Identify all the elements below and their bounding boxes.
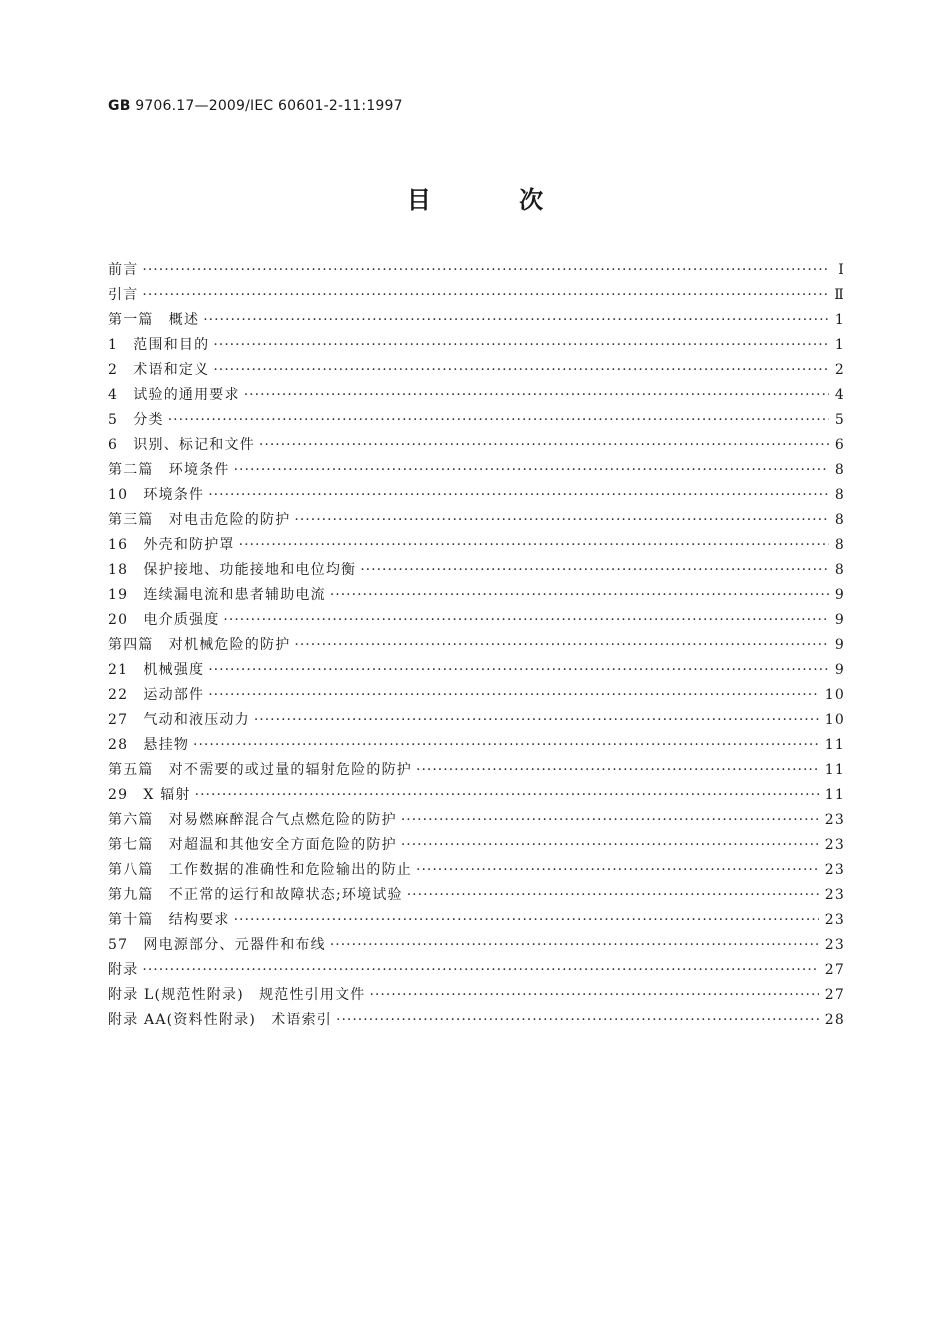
toc-entry-label: 57 网电源部分、元器件和布线 xyxy=(108,937,326,953)
toc-entry[interactable] xyxy=(108,483,845,508)
toc-entry[interactable] xyxy=(108,883,845,908)
toc-entry[interactable] xyxy=(108,758,845,783)
toc-leader-dots xyxy=(330,583,829,608)
toc-entry-label: 第四篇 对机械危险的防护 xyxy=(108,637,291,653)
toc-entry-page: 9 xyxy=(834,612,845,628)
toc-entry-page: Ⅰ xyxy=(838,262,845,278)
toc-entry-label: 第二篇 环境条件 xyxy=(108,462,230,478)
toc-entry-label: 4 试验的通用要求 xyxy=(108,387,240,403)
toc-entry[interactable] xyxy=(108,783,845,808)
standard-code: GB xyxy=(108,98,131,114)
toc-leader-dots xyxy=(369,983,818,1008)
toc-leader-dots xyxy=(168,408,829,433)
toc-leader-dots xyxy=(223,608,828,633)
toc-entry-page: 6 xyxy=(834,437,845,453)
toc-entry-page: 11 xyxy=(824,762,845,778)
toc-entry-page: 10 xyxy=(824,712,845,728)
toc-entry-page: 8 xyxy=(834,512,845,528)
toc-leader-dots xyxy=(193,733,819,758)
toc-entry-page: 27 xyxy=(824,987,845,1003)
toc-leader-dots xyxy=(360,558,829,583)
table-of-contents xyxy=(108,258,845,1033)
toc-leader-dots xyxy=(401,833,819,858)
toc-entry[interactable] xyxy=(108,908,845,933)
toc-entry-label: 2 术语和定义 xyxy=(108,362,210,378)
toc-entry-page: 11 xyxy=(824,787,845,803)
toc-entry-page: 9 xyxy=(834,662,845,678)
toc-leader-dots xyxy=(407,883,819,908)
toc-leader-dots xyxy=(336,1008,819,1033)
toc-entry-label: 第五篇 对不需要的或过量的辐射危险的防护 xyxy=(108,762,412,778)
toc-entry-label: 19 连续漏电流和患者辅助电流 xyxy=(108,587,326,603)
toc-entry[interactable] xyxy=(108,383,845,408)
toc-leader-dots xyxy=(330,933,819,958)
toc-entry[interactable] xyxy=(108,708,845,733)
toc-entry[interactable] xyxy=(108,558,845,583)
toc-entry-label: 附录 xyxy=(108,962,139,978)
toc-entry-page: 23 xyxy=(824,812,845,828)
toc-entry[interactable] xyxy=(108,308,845,333)
toc-leader-dots xyxy=(239,533,829,558)
page-title: 目 次 xyxy=(406,186,584,214)
toc-leader-dots xyxy=(234,908,819,933)
toc-entry-label: 第十篇 结构要求 xyxy=(108,912,230,928)
toc-entry-label: 28 悬挂物 xyxy=(108,737,190,753)
toc-entry-label: 29 X 辐射 xyxy=(108,787,191,803)
toc-entry[interactable] xyxy=(108,508,845,533)
toc-leader-dots xyxy=(208,483,829,508)
toc-entry-page: 8 xyxy=(834,537,845,553)
toc-leader-dots xyxy=(416,758,819,783)
toc-entry[interactable] xyxy=(108,358,845,383)
toc-leader-dots xyxy=(213,358,829,383)
toc-entry-page: Ⅱ xyxy=(834,287,845,303)
toc-entry-page: 1 xyxy=(834,312,845,328)
toc-entry-page: 28 xyxy=(824,1012,845,1028)
toc-leader-dots xyxy=(244,383,829,408)
toc-entry-label: 第九篇 不正常的运行和故障状态;环境试验 xyxy=(108,887,403,903)
toc-entry[interactable] xyxy=(108,333,845,358)
toc-entry-page: 10 xyxy=(824,687,845,703)
toc-entry-label: 6 识别、标记和文件 xyxy=(108,437,255,453)
toc-entry[interactable] xyxy=(108,933,845,958)
toc-leader-dots xyxy=(416,858,819,883)
toc-entry-label: 第八篇 工作数据的准确性和危险输出的防止 xyxy=(108,862,412,878)
toc-entry[interactable] xyxy=(108,458,845,483)
toc-entry-label: 20 电介质强度 xyxy=(108,612,220,628)
toc-entry-label: 附录 L(规范性附录) 规范性引用文件 xyxy=(108,987,366,1003)
toc-entry-label: 22 运动部件 xyxy=(108,687,205,703)
toc-leader-dots xyxy=(234,458,829,483)
toc-leader-dots xyxy=(294,633,828,658)
toc-entry-label: 18 保护接地、功能接地和电位均衡 xyxy=(108,562,357,578)
toc-entry-page: 8 xyxy=(834,487,845,503)
toc-entry-label: 16 外壳和防护罩 xyxy=(108,537,235,553)
toc-entry[interactable] xyxy=(108,583,845,608)
toc-leader-dots xyxy=(254,708,819,733)
toc-leader-dots xyxy=(208,658,829,683)
toc-entry[interactable] xyxy=(108,1008,845,1033)
toc-entry-page: 23 xyxy=(824,887,845,903)
toc-leader-dots xyxy=(401,808,819,833)
toc-entry-page: 4 xyxy=(834,387,845,403)
toc-entry-page: 23 xyxy=(824,937,845,953)
toc-leader-dots xyxy=(213,333,829,358)
toc-entry[interactable] xyxy=(108,733,845,758)
toc-entry-label: 第一篇 概述 xyxy=(108,312,200,328)
document-header xyxy=(108,98,403,114)
toc-entry-label: 第三篇 对电击危险的防护 xyxy=(108,512,291,528)
toc-entry[interactable] xyxy=(108,533,845,558)
toc-entry-label: 前言 xyxy=(108,262,139,278)
toc-entry[interactable] xyxy=(108,408,845,433)
toc-entry[interactable] xyxy=(108,958,845,983)
toc-entry-page: 23 xyxy=(824,837,845,853)
toc-entry-label: 21 机械强度 xyxy=(108,662,205,678)
toc-entry[interactable] xyxy=(108,433,845,458)
toc-leader-dots xyxy=(203,308,829,333)
toc-entry-page: 8 xyxy=(834,562,845,578)
toc-entry[interactable] xyxy=(108,833,845,858)
toc-entry[interactable] xyxy=(108,283,845,308)
toc-entry[interactable] xyxy=(108,258,845,283)
toc-entry-label: 第六篇 对易燃麻醉混合气点燃危险的防护 xyxy=(108,812,397,828)
toc-entry[interactable] xyxy=(108,983,845,1008)
toc-entry-page: 23 xyxy=(824,862,845,878)
toc-leader-dots xyxy=(142,283,828,308)
toc-entry-label: 10 环境条件 xyxy=(108,487,205,503)
toc-entry-label: 1 范围和目的 xyxy=(108,337,210,353)
toc-leader-dots xyxy=(259,433,829,458)
toc-leader-dots xyxy=(208,683,819,708)
toc-leader-dots xyxy=(294,508,828,533)
toc-entry-page: 9 xyxy=(834,637,845,653)
toc-leader-dots xyxy=(195,783,819,808)
toc-entry[interactable] xyxy=(108,633,845,658)
toc-entry-label: 第七篇 对超温和其他安全方面危险的防护 xyxy=(108,837,397,853)
toc-entry-page: 5 xyxy=(834,412,845,428)
toc-entry-page: 23 xyxy=(824,912,845,928)
toc-entry[interactable] xyxy=(108,658,845,683)
toc-leader-dots xyxy=(142,258,829,283)
toc-entry[interactable] xyxy=(108,683,845,708)
toc-entry-page: 27 xyxy=(824,962,845,978)
toc-entry-label: 引言 xyxy=(108,287,139,303)
toc-entry-label: 5 分类 xyxy=(108,412,164,428)
toc-entry-page: 9 xyxy=(834,587,845,603)
toc-entry-page: 1 xyxy=(834,337,845,353)
toc-leader-dots xyxy=(142,958,818,983)
toc-entry-page: 2 xyxy=(834,362,845,378)
toc-entry[interactable] xyxy=(108,808,845,833)
toc-entry-label: 附录 AA(资料性附录) 术语索引 xyxy=(108,1012,332,1028)
toc-entry[interactable] xyxy=(108,858,845,883)
toc-entry-page: 11 xyxy=(824,737,845,753)
standard-number: 9706.17—2009/IEC 60601-2-11:1997 xyxy=(130,98,403,114)
toc-entry-page: 8 xyxy=(834,462,845,478)
toc-entry[interactable] xyxy=(108,608,845,633)
toc-entry-label: 27 气动和液压动力 xyxy=(108,712,250,728)
